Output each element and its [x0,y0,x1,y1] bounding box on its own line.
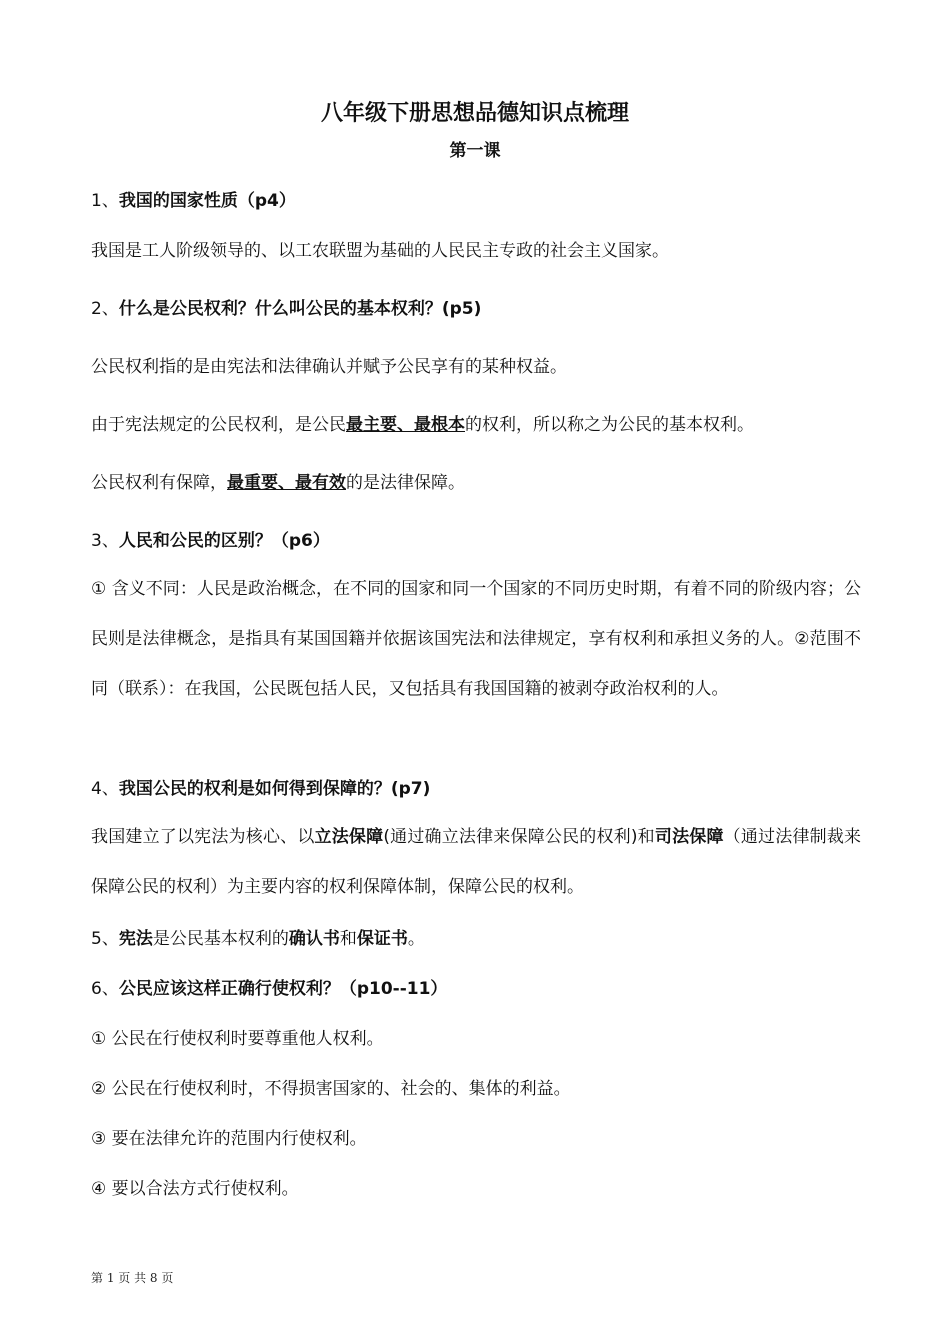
list-item: ③ 要在法律允许的范围内行使权利。 [91,1129,367,1149]
question-2-paragraph-3 [91,470,861,496]
question-number: 5、 [91,929,119,949]
emphasis-text: 最重要、最有效 [227,473,346,493]
question-1-heading [91,188,861,214]
question-title: 公民应该这样正确行使权利？（p10--11） [118,979,448,999]
question-2-paragraph-1: 公民权利指的是由宪法和法律确认并赋予公民享有的某种权益。 [91,357,567,377]
question-number: 4、 [91,779,119,799]
list-item: ① 公民在行使权利时要尊重他人权利。 [91,1029,384,1049]
emphasis-text: 最主要、最根本 [346,415,465,435]
text-run: 和 [339,929,357,949]
emphasis-text: 保证书 [356,929,408,949]
question-number: 3、 [91,531,119,551]
question-number: 6、 [91,979,119,999]
question-title: 人民和公民的区别？（p6） [118,531,330,551]
question-2-heading [91,296,861,322]
emphasis-text: 确认书 [288,929,340,949]
question-3-heading [91,528,861,554]
text-run: 是公民基本权利的 [152,929,289,949]
page-footer: 第 1 页 共 8 页 [91,1271,174,1285]
emphasis-text: 宪法 [118,929,153,949]
emphasis-text: 立法保障 [314,827,384,847]
question-title: 我国的国家性质（p4） [118,191,296,211]
text-run: (通过确立法律来保障公民的权利)和 [383,827,655,847]
question-title: 什么是公民权利？什么叫公民的基本权利？(p5) [118,299,482,319]
text-run: 我国建立了以宪法为核心、以 [91,827,315,847]
document-title: 八年级下册思想品德知识点梳理 [320,101,629,126]
question-6-heading [91,976,861,1002]
list-item: ② 公民在行使权利时，不得损害国家的、社会的、集体的利益。 [91,1079,571,1099]
question-4-answer [91,812,861,912]
question-title: 我国公民的权利是如何得到保障的？(p7) [118,779,431,799]
question-4-heading [91,776,861,802]
question-number: 1、 [91,191,119,211]
lesson-heading: 第一课 [449,141,501,161]
question-number: 2、 [91,299,119,319]
text-run: 公民权利有保障， [91,473,227,493]
text-run: 。 [407,929,425,949]
text-run: （通过法律制裁来保障公民的权利）为主要内容的权利保障体制，保障公民的权利。 [91,827,862,897]
text-run: 的是法律保障。 [346,473,465,493]
text-run: 由于宪法规定的公民权利，是公民 [91,415,346,435]
list-item: ④ 要以合法方式行使权利。 [91,1179,299,1199]
question-5-line [91,926,861,952]
question-2-paragraph-2 [91,412,861,438]
text-run: 的权利，所以称之为公民的基本权利。 [465,415,754,435]
emphasis-text: 司法保障 [654,827,724,847]
question-3-answer: ① 含义不同：人民是政治概念，在不同的国家和同一个国家的不同历史时期，有着不同的阶级内容；公民则是法律概念，是指具有某国国籍并依据该国宪法和法律规定，享有权利和承担义务的人。②范围不同（联系）：在我国，公民既包括人民，又包括具有我国国籍的被剥夺政治权利的人。 [91,579,861,699]
question-1-answer: 我国是工人阶级领导的、以工农联盟为基础的人民民主专政的社会主义国家。 [91,241,669,261]
